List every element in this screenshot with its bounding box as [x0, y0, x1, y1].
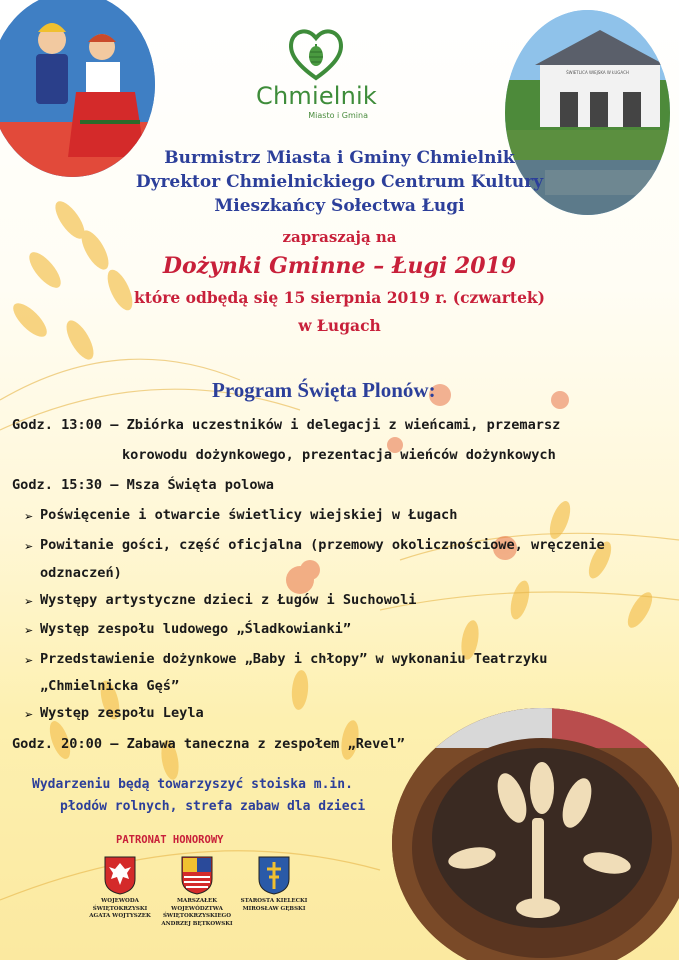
organizer-line-1: Burmistrz Miasta i Gminy Chmielnik	[164, 148, 515, 168]
bullet-arrow-icon: ➢	[24, 654, 34, 667]
event-title: Dożynki Gminne – Ługi 2019	[162, 253, 517, 279]
bullet-item: Występ zespołu ludowego „Śladkowianki”	[40, 621, 351, 637]
patronage-title: PATRONAT HONOROWY	[116, 834, 224, 846]
county-crest-icon	[257, 855, 291, 895]
organizer-line-2: Dyrektor Chmielnickiego Centrum Kultury	[135, 172, 544, 192]
extras-line-1: Wydarzeniu będą towarzyszyć stoiska m.in.	[32, 777, 353, 792]
bullet-item: Występ zespołu Leyla	[40, 705, 204, 721]
polish-eagle-crest-icon	[103, 855, 137, 895]
bullet-item-continuation: „Chmielnicka Gęś”	[40, 678, 180, 694]
logo-name: Chmielnik	[256, 82, 378, 110]
patron-caption-1: WOJEWODA ŚWIĘTOKRZYSKI AGATA WOJTYSZEK	[89, 898, 151, 919]
chmielnik-logo	[256, 24, 376, 120]
schedule-line-1: Godz. 13:00 – Zbiórka uczestników i delegacji z wieńcami, przemarsz	[12, 417, 561, 433]
bullet-arrow-icon: ➢	[24, 624, 34, 637]
event-date: które odbędą się 15 sierpnia 2019 r. (czwartek)	[133, 288, 546, 307]
invite-text: zapraszają na	[282, 228, 397, 246]
bullet-arrow-icon: ➢	[24, 595, 34, 608]
schedule-evening: Godz. 20:00 – Zabawa taneczna z zespołem „Revel”	[12, 736, 405, 752]
bullet-item-continuation: odznaczeń)	[40, 565, 122, 581]
bullet-item: Powitanie gości, część oficjalna (przemowy okolicznościowe, wręczenie	[40, 537, 605, 553]
bullet-item: Przedstawienie dożynkowe „Baby i chłopy” w wykonaniu Teatrzyku	[40, 651, 548, 667]
schedule-line-3: Godz. 15:30 – Msza Święta polowa	[12, 477, 274, 493]
organizer-line-3: Mieszkańcy Sołectwa Ługi	[214, 196, 465, 216]
bullet-item: Poświęcenie i otwarcie świetlicy wiejskiej w Ługach	[40, 507, 458, 523]
hop-heart-icon	[286, 24, 346, 82]
bullet-item: Występy artystyczne dzieci z Ługów i Suchowoli	[40, 592, 417, 608]
bullet-arrow-icon: ➢	[24, 708, 34, 721]
patron-caption-2: MARSZAŁEK WOJEWÓDZTWA ŚWIĘTOKRZYSKIEGO ANDRZEJ BĘTKOWSKI	[161, 898, 233, 927]
bullet-arrow-icon: ➢	[24, 510, 34, 523]
logo-subtitle: Miasto i Gmina	[308, 111, 368, 120]
building-sign: ŚWIETLICA WIEJSKA W ŁUGACH	[566, 70, 629, 75]
event-place: w Ługach	[298, 316, 381, 335]
patron-caption-3: STAROSTA KIELECKI MIROSŁAW GĘBSKI	[240, 898, 308, 912]
voivodeship-crest-icon	[180, 855, 214, 895]
extras-line-2: płodów rolnych, strefa zabaw dla dzieci	[60, 799, 366, 814]
program-heading: Program Święta Plonów:	[212, 378, 436, 402]
schedule-line-2: korowodu dożynkowego, prezentacja wieńców dożynkowych	[122, 447, 556, 463]
bullet-arrow-icon: ➢	[24, 540, 34, 553]
